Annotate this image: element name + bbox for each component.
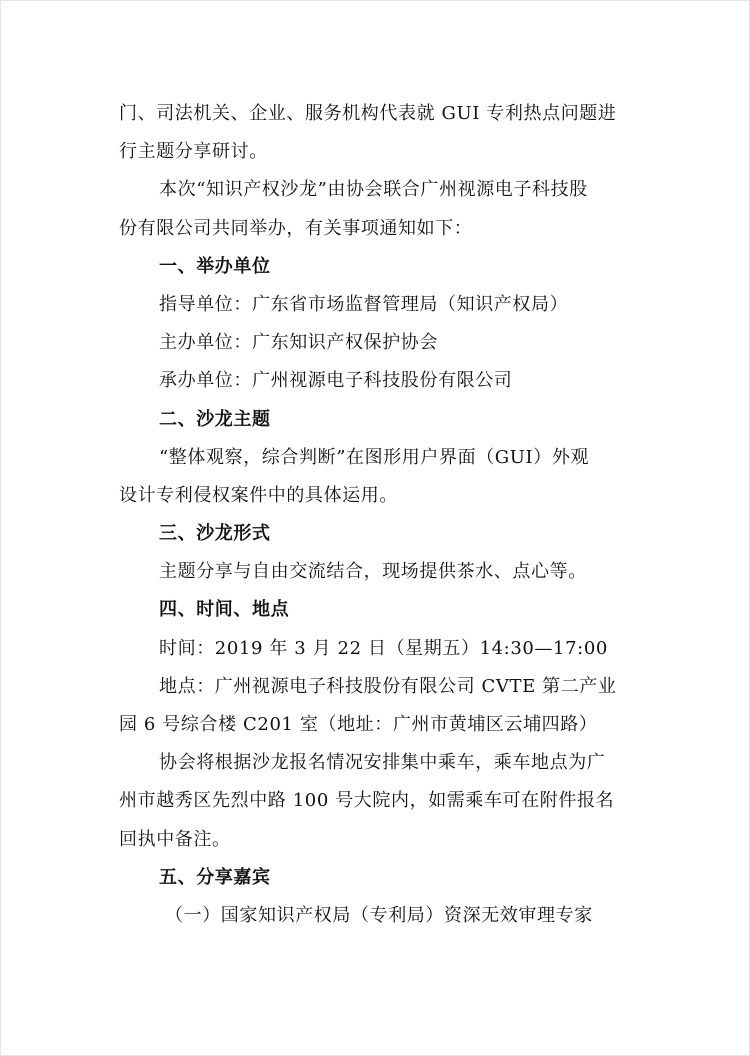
- body-line: 行主题分享研讨。: [119, 141, 268, 163]
- transport-note-cont: 州市越秀区先烈中路 100 号大院内，如需乘车可在附件报名: [119, 790, 615, 812]
- document-body: [119, 95, 639, 935]
- organizer-unit: 承办单位：广州视源电子科技股份有限公司: [159, 370, 513, 392]
- theme-text: “整体观察，综合判断”在图形用户界面（GUI）外观: [159, 446, 590, 468]
- section-heading-guests: 五、分享嘉宾: [159, 866, 271, 888]
- section-heading-format: 三、沙龙形式: [159, 523, 271, 545]
- event-location-cont: 园 6 号综合楼 C201 室（地址：广州市黄埔区云埔四路）: [119, 714, 598, 735]
- event-time: 时间：2019 年 3 月 22 日（星期五）14:30—17:00: [159, 637, 608, 659]
- body-paragraph: 本次“知识产权沙龙”由协会联合广州视源电子科技股: [159, 179, 588, 201]
- theme-text-cont: 设计专利侵权案件中的具体运用。: [119, 484, 398, 506]
- transport-note: 协会将根据沙龙报名情况安排集中乘车，乘车地点为广: [159, 752, 606, 774]
- section-heading-time-place: 四、时间、地点: [159, 599, 290, 621]
- guiding-unit: 指导单位：广东省市场监督管理局（知识产权局）: [159, 293, 569, 315]
- transport-note-end: 回执中备注。: [119, 828, 231, 850]
- body-line: 门、司法机关、企业、服务机构代表就 GUI 专利热点问题进: [119, 103, 617, 124]
- host-unit: 主办单位：广东知识产权保护协会: [159, 332, 438, 354]
- guest-item: （一）国家知识产权局（专利局）资深无效审理专家: [165, 904, 593, 926]
- event-location: 地点：广州视源电子科技股份有限公司 CVTE 第二产业: [159, 675, 617, 697]
- section-heading-organizers: 一、举办单位: [159, 255, 271, 277]
- body-line: 份有限公司共同举办，有关事项通知如下：: [119, 217, 473, 239]
- format-text: 主题分享与自由交流结合，现场提供茶水、点心等。: [159, 561, 587, 583]
- section-heading-theme: 二、沙龙主题: [159, 408, 271, 430]
